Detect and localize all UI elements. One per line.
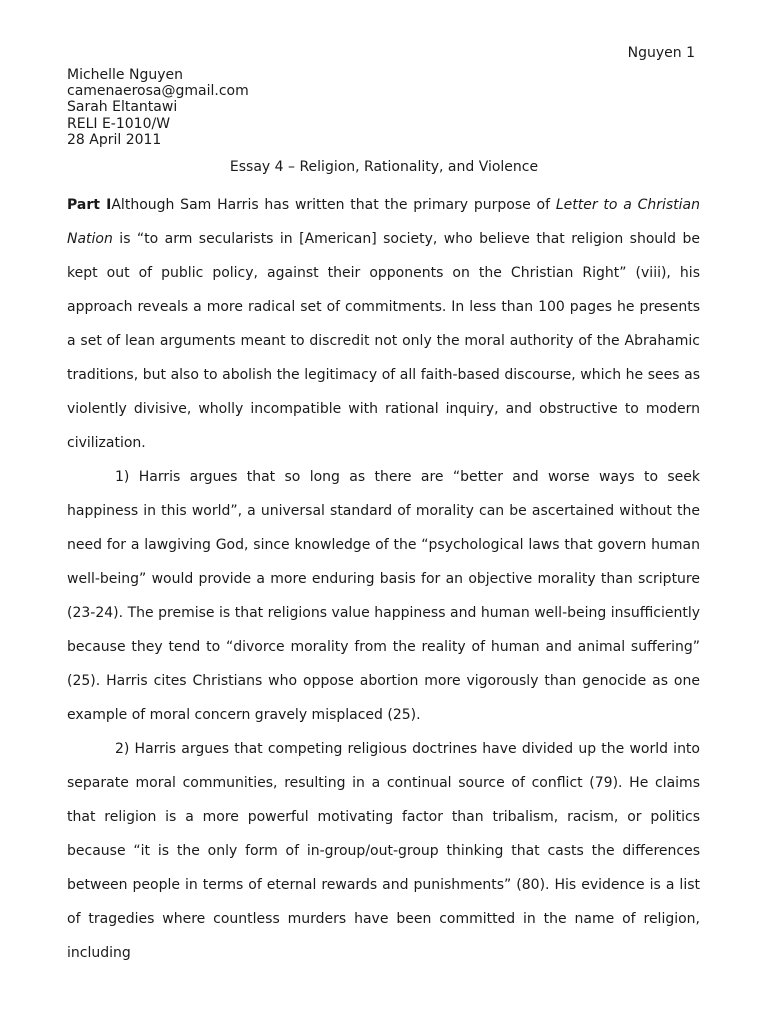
part-label: Part I bbox=[67, 197, 112, 213]
paragraph-text: Although Sam Harris has written that the primary purpose of bbox=[111, 197, 556, 213]
running-header-page-number: Nguyen 1 bbox=[627, 45, 695, 61]
course-code: RELI E-1010/W bbox=[67, 115, 171, 132]
submission-date: 28 April 2011 bbox=[67, 131, 162, 148]
instructor-name: Sarah Eltantawi bbox=[67, 99, 178, 116]
mla-heading-block bbox=[67, 67, 249, 148]
essay-body bbox=[67, 188, 700, 970]
book-title: Letter to a Christian Nation bbox=[67, 197, 701, 247]
paragraph-argument-two: 2) Harris argues that competing religious doctrines have divided up the world into separate moral communities, resulting in a continual source of conflict (79). He claims that religion is a more powerful motivating factor than tribalism, racism, or politics because “it is the only form of in-group/out-group thinking that casts the differences between people in terms of eternal rewards and punishments” (80). His evidence is a list of tragedies where countless murders have been committed in the name of religion, including bbox=[67, 741, 700, 961]
author-email: camenaerosa@gmail.com bbox=[67, 83, 249, 100]
paragraph-text: is “to arm secularists in [American] society, who believe that religion should be kept out of public policy, against their opponents on the Christian Right” (viii), his approach reveals a more radical set of commitments. In less than 100 pages he presents a set of lean arguments meant to discredit not only the moral authority of the Abrahamic traditions, but also to abolish the legitimacy of all faith-based discourse, which he sees as violently divisive, wholly incompatible with rational inquiry, and obstructive to modern civilization. bbox=[67, 231, 700, 451]
paragraph-part-one-intro bbox=[67, 188, 700, 460]
essay-title: Essay 4 – Religion, Rationality, and Violence bbox=[229, 159, 539, 175]
paragraph-argument-one: 1) Harris argues that so long as there are “better and worse ways to seek happiness in this world”, a universal standard of morality can be ascertained without the need for a lawgiving God, since knowledge of the “psychological laws that govern human well-being” would provide a more enduring basis for an objective morality than scripture (23-24). The premise is that religions value happiness and human well-being insufficiently because they tend to “divorce morality from the reality of human and animal suffering” (25). Harris cites Christians who oppose abortion more vigorously than genocide as one example of moral concern gravely misplaced (25). bbox=[67, 469, 700, 723]
author-name: Michelle Nguyen bbox=[67, 67, 183, 83]
